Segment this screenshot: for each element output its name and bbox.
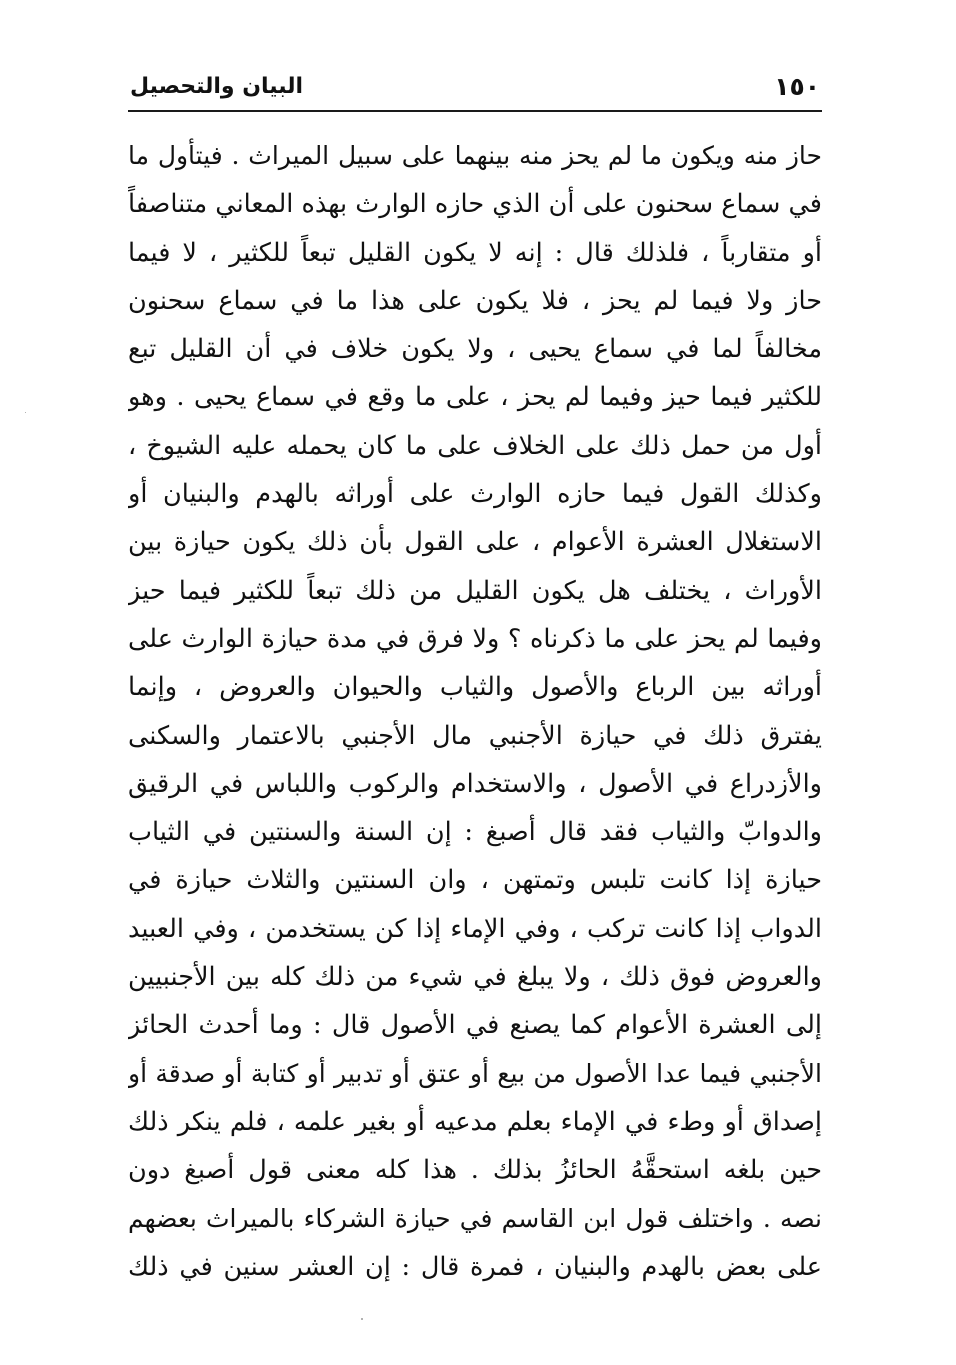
- scan-speck: [361, 1318, 363, 1320]
- scan-speck: [25, 412, 26, 413]
- text-line: الأوراث ، يختلف هل يكون القليل من ذلك تبعاً للكثير فيما حيز: [128, 575, 822, 606]
- text-line: على بعض بالهدم والبنيان ، فمرة قال : إن العشر سنين في ذلك: [128, 1251, 822, 1282]
- text-line: والعروض فوق ذلك ، ولا يبلغ في شيء من ذلك كله بين الأجنبيين: [128, 962, 822, 993]
- text-line: مخالفاً لما في سماع يحيى ، ولا يكون خلاف في أن القليل تبع: [128, 334, 822, 365]
- text-line: الأجنبي فيما عدا الأصول من بيع أو عتق أو تدبير أو كتابة أو صدقة أو: [128, 1058, 822, 1088]
- text-line: أو متقارباً ، فلذلك قال : إنه لا يكون القليل تبعاً للكثير ، لا فيما: [128, 237, 822, 268]
- text-line: في سماع سحنون على أن الذي حازه الوارث بهذه المعاني متناصفاً: [128, 189, 822, 220]
- page-number: ١٥٠: [774, 72, 820, 101]
- text-line: أول من حمل ذلك على الخلاف على ما كان يحمله عليه الشيوخ ،: [128, 430, 822, 461]
- text-line: الدواب إذا كانت تركب ، وفي الإماء إذا كن يستخدمن ، وفي العبيد: [128, 913, 822, 944]
- page-header: [130, 68, 820, 108]
- text-line: حاز منه ويكون ما لم يحز منه بينهما على سبيل الميراث . فيتأول ما: [128, 141, 822, 170]
- text-line: أوراثه بين الرباع والأصول والثياب والحيوان والعروض ، وإنما: [128, 672, 822, 703]
- header-rule: [128, 110, 822, 112]
- text-line: والأزدراع في الأصول ، والاستخدام والركوب واللباس في الرقيق: [128, 768, 822, 799]
- running-title: البيان والتحصيل: [130, 74, 304, 99]
- text-line: للكثير فيما حيز وفيما لم يحز ، على ما وقع في سماع يحيى . وهو: [128, 382, 822, 413]
- text-line: حاز ولا فيما لم يحز ، فلا يكون على هذا ما في سماع سحنون: [128, 285, 822, 316]
- text-line: إلى العشرة الأعوام كما يصنع في الأصول قال : وما أحدث الحائز: [128, 1010, 822, 1041]
- text-line: حيازة إذا كانت تلبس وتمتهن ، وان السنتين والثلاث حيازة في: [128, 865, 822, 896]
- text-line: يفترق ذلك في حيازة الأجنبي مال الأجنبي بالاعتمار والسكنى: [128, 720, 822, 751]
- text-line: الاستغلال العشرة الأعوام ، على القول بأن ذلك يكون حيازة بين: [128, 527, 822, 558]
- text-line: وكذلك القول فيما حازه الوارث على أوراثه بالهدم والبنيان أو: [128, 479, 822, 510]
- text-line: نصه . واختلف قول ابن القاسم في حيازة الشركاء بالميراث بعضهم: [128, 1203, 822, 1233]
- text-line: وفيما لم يحز على ما ذكرناه ؟ ولا فرق في مدة حيازة الوارث على: [128, 623, 822, 654]
- body-text: [128, 132, 822, 1291]
- text-line: والدوابّ والثياب فقد قال أصبغ : إن السنة والسنتين في الثياب: [128, 817, 822, 848]
- text-line: إصداق أو وطء في الإماء بعلم مدعيه أو بغير علمه ، فلم ينكر ذلك: [128, 1106, 822, 1137]
- text-line: حين بلغه استحقَّهُ الحائزُ بذلك . هذا كله معنى قول أصبغ دون: [128, 1155, 822, 1186]
